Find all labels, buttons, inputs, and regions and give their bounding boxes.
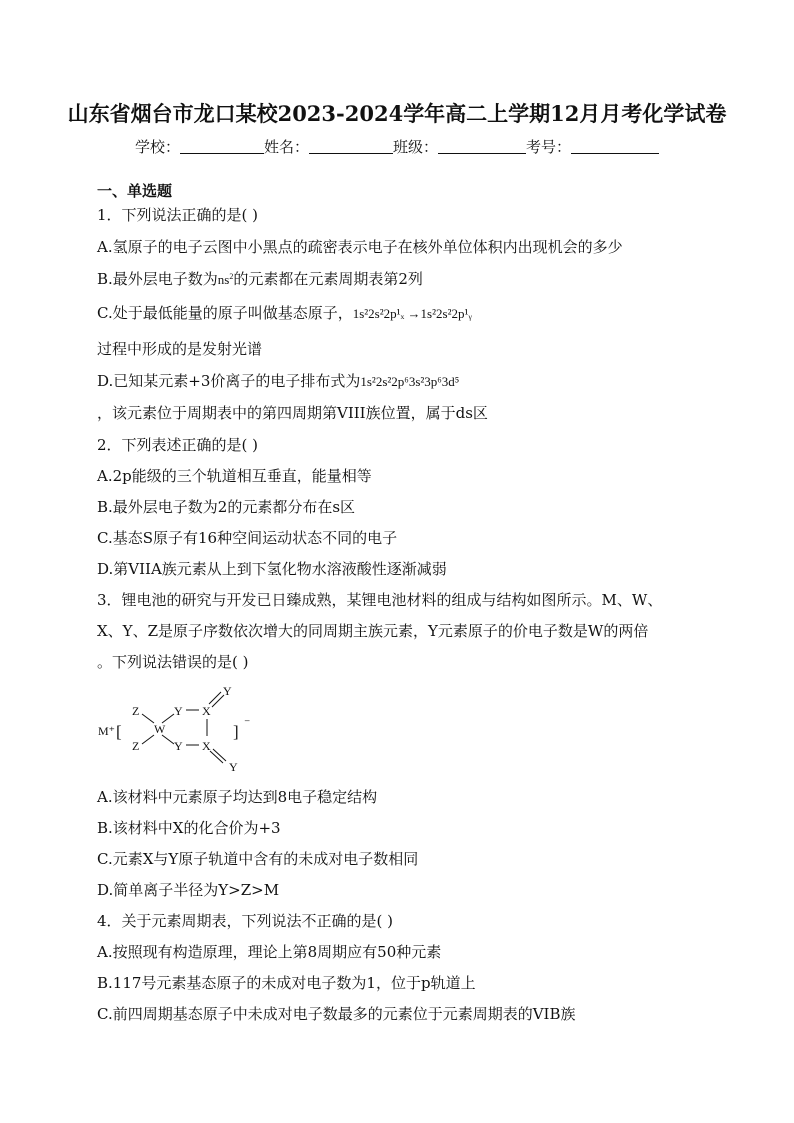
q4-stem: 4．关于元素周期表，下列说法不正确的是( )	[97, 912, 394, 930]
student-info-line	[0, 136, 794, 157]
q2-option-b: B.最外层电子数为2的元素都分布在s区	[97, 498, 356, 516]
q1-c-text-pre: C.处于最低能量的原子叫做基态原子，	[97, 304, 353, 322]
q1-b-formula	[218, 272, 234, 287]
school-blank[interactable]	[180, 139, 264, 154]
atom-w: W	[154, 722, 166, 736]
q1-option-c	[97, 302, 472, 323]
number-label: 考号：	[526, 138, 572, 156]
right-bracket: ]	[233, 722, 239, 741]
section-heading: 一、单选题	[97, 182, 173, 200]
cation-label: M⁺	[98, 724, 116, 738]
q2-option-c: C.基态S原子有16种空间运动状态不同的电子	[97, 529, 398, 547]
q1-d-text-pre: D.已知某元素+3价离子的电子排布式为	[97, 372, 361, 390]
structure-diagram	[92, 683, 272, 775]
atom-y-top: Y	[174, 704, 183, 718]
q3-option-c: C.元素X与Y原子轨道中含有的未成对电子数相同	[97, 850, 419, 868]
q3-stem-line1: 3．锂电池的研究与开发已日臻成熟，某锂电池材料的组成与结构如图所示。M、W、	[97, 591, 663, 609]
atom-z-bottom: Z	[132, 739, 140, 753]
name-label: 姓名：	[263, 138, 309, 156]
atom-x-top: X	[202, 704, 211, 718]
q4-option-c: C.前四周期基态原子中未成对电子数最多的元素位于元素周期表的VIB族	[97, 1005, 576, 1023]
anion-charge: ⁻	[244, 716, 251, 730]
atom-y-bottom: Y	[174, 739, 183, 753]
class-label: 班级：	[393, 138, 439, 156]
q2-option-a: A.2p能级的三个轨道相互垂直，能量相等	[97, 467, 372, 485]
school-label: 学校：	[134, 138, 180, 156]
q3-option-a: A.该材料中元素原子均达到8电子稳定结构	[97, 788, 378, 806]
q1-b-formula-sup: 2	[229, 272, 234, 281]
page-title: 山东省烟台市龙口某校2023-2024学年高二上学期12月月考化学试卷	[67, 101, 727, 126]
q1-option-d	[97, 370, 459, 391]
atom-z-top: Z	[132, 704, 140, 718]
q3-stem-line3: 。下列说法错误的是( )	[97, 653, 249, 671]
q1-d-formula: 1s²2s²2p⁶3s²3p⁶3d⁵	[360, 374, 460, 389]
q1-option-b	[97, 268, 423, 289]
q1-b-text-pre: B.最外层电子数为	[97, 270, 218, 288]
number-blank[interactable]	[571, 139, 659, 154]
q3-option-d: D.简单离子半径为Y>Z>M	[97, 881, 280, 899]
left-bracket: [	[116, 722, 122, 741]
atom-x-bottom: X	[202, 739, 211, 753]
name-blank[interactable]	[309, 139, 393, 154]
q2-option-d: D.第VIIA族元素从上到下氢化物水溶液酸性逐渐减弱	[97, 560, 447, 578]
atom-y-bottom-dbl: Y	[229, 760, 238, 774]
q1-c-formula: 1s²2s²2p¹ₓ →1s²2s²2p¹ᵧ	[352, 306, 472, 321]
class-blank[interactable]	[438, 139, 526, 154]
q2-stem: 2．下列表述正确的是( )	[97, 436, 259, 454]
q3-stem-line2: X、Y、Z是原子序数依次增大的同周期主族元素，Y元素原子的价电子数是W的两倍	[97, 622, 649, 640]
q1-b-text-post: 的元素都在元素周期表第2列	[233, 270, 423, 288]
q1-option-a: A.氢原子的电子云图中小黑点的疏密表示电子在核外单位体积内出现机会的多少	[97, 238, 623, 256]
q1-option-d-cont: ，该元素位于周期表中的第四周期第VIII族位置，属于ds区	[97, 404, 488, 422]
q3-option-b: B.该材料中X的化合价为+3	[97, 819, 281, 837]
q1-option-c-cont: 过程中形成的是发射光谱	[97, 340, 263, 358]
q4-option-a: A.按照现有构造原理，理论上第8周期应有50种元素	[97, 943, 442, 961]
q1-b-formula-base: ns	[217, 272, 230, 287]
q4-option-b: B.117号元素基态原子的未成对电子数为1，位于p轨道上	[97, 974, 476, 992]
q1-stem: 1．下列说法正确的是( )	[97, 206, 259, 224]
atom-y-top-dbl: Y	[223, 684, 232, 698]
